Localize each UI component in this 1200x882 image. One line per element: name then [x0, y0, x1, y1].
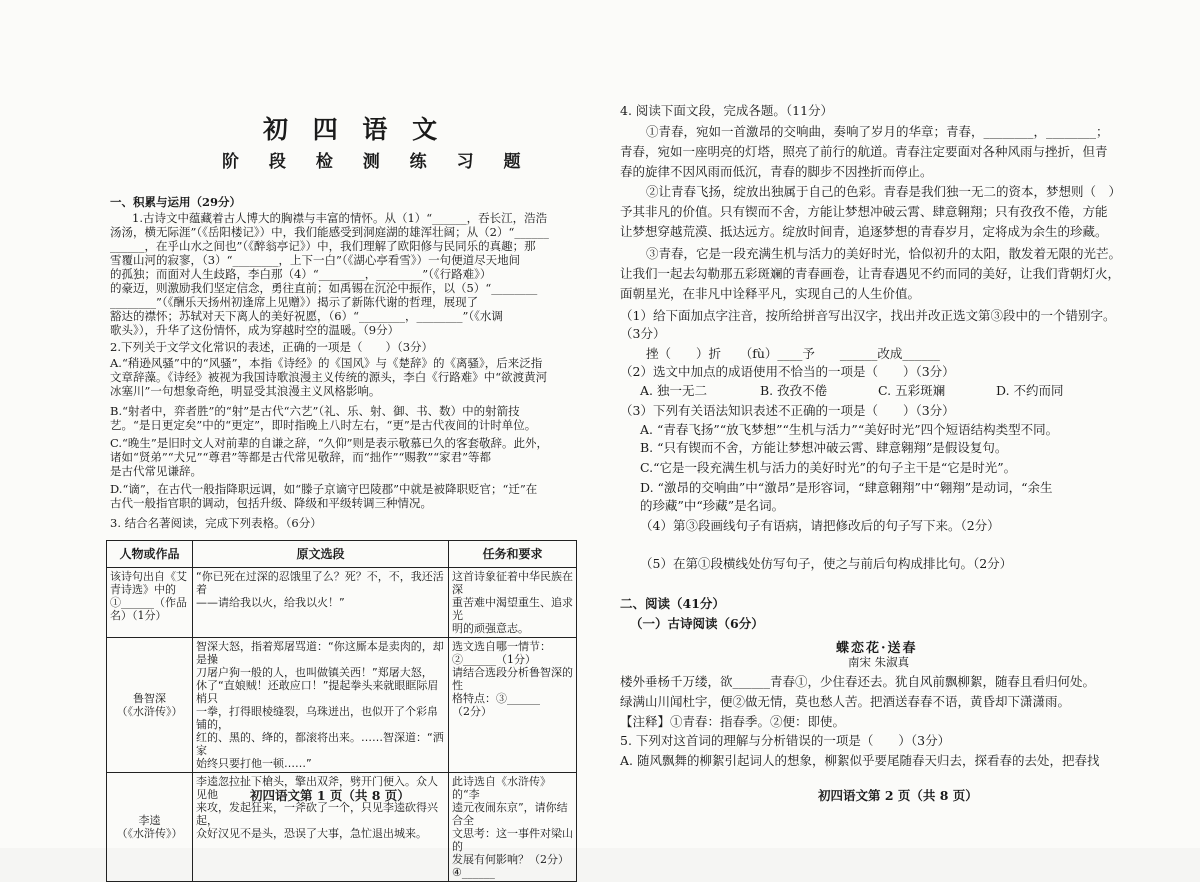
cell-line: 李逵	[138, 814, 161, 827]
passage-line: 予其非凡的价值。只有锲而不舍，方能让梦想冲破云霄、肆意翱翔；只有孜孜不倦，方能	[620, 204, 1108, 219]
sub-question-1: （1）给下面加点字注音，按所给拼音写出汉字，找出并改正选文第③段中的一个错别字。	[620, 308, 1116, 323]
cell-line: 红的、黑的、绛的，都滚将出来。……智深道：“洒家	[196, 731, 444, 757]
passage-line: 让我们一起去勾勒那五彩斑斓的青春画卷，让青春遇见不约而同的美好，让我们背朝灯火，	[620, 266, 1121, 281]
q2-option-line: 艺。“是日更定矣”中的“更定”，即时指晚上八时左右，“更”是古代夜间的计时单位。	[110, 418, 537, 432]
poem-title: 蝶恋花·送春	[836, 641, 918, 656]
cell-line: （2分）	[452, 705, 492, 718]
exam-page-1	[0, 0, 600, 879]
answer-blank[interactable]: ④______	[452, 866, 495, 879]
cell-line: 名）（1分）	[110, 609, 167, 622]
answer-blank[interactable]: 格特点：③______	[452, 692, 540, 705]
option-a[interactable]: A. 独一无二	[640, 383, 707, 398]
option-b[interactable]: B. “只有锲而不舍，方能让梦想冲破云霄、肆意翱翔”是假设复句。	[640, 440, 1008, 455]
cell-line: 众好汉见不是头，恐误了大事，急忙退出城来。	[196, 827, 427, 840]
cell-line: 文思考：这一事件对梁山的	[452, 827, 573, 853]
table-header-row	[107, 541, 577, 568]
cell-line: 李逵忽拉扯下槍头，擎出双斧，劈开门便入。众人见他	[196, 775, 438, 801]
passage-line: 春的旋律不因风雨而低沉，青春的脚步不因挫折而停止。	[620, 164, 933, 179]
q1-line: ________”（《酬乐天扬州初逢席上见赠》）揭示了新陈代谢的哲理，展现了	[110, 295, 479, 309]
section-2a-heading: （一）古诗阅读（6分）	[630, 616, 764, 631]
option-d[interactable]: D. “激昂的交响曲”中“激昂”是形容词，“肆意翱翔”中“翱翔”是动词，“余生	[640, 480, 1053, 495]
q1-line: 歌头》），升华了这份情怀，成为穿越时空的温暖。（9分）	[110, 323, 400, 337]
q2-option-line: D.“谪”，在古代一般指降职远调，如“滕子京谪守巴陵郡”中就是被降职贬官；“迁”在	[110, 482, 538, 496]
q1-line: 汤汤，横无际涯”（《岳阳楼记》）中，我们能感受到洞庭湖的雄浑壮阔；从（2）“______	[110, 225, 549, 239]
cell-line: 这首诗象征着中华民族在深	[452, 570, 573, 596]
sub-question-3: （3）下列有关语法知识表述不正确的一项是（ ）（3分）	[620, 403, 955, 418]
q1-line: 雪覆山河的寂寥，（3）“________，上下一白”（《湖心亭看雪》）一句便道尽天地间	[110, 253, 521, 267]
cell-line: 选文选自哪一情节：	[452, 640, 551, 653]
table-cell	[449, 773, 577, 882]
cell-line: ——请给我以火，给我以火！”	[196, 596, 345, 609]
option-c[interactable]: C.“它是一段充满生机与活力的美好时光”的句子主干是“它是时光”。	[640, 460, 1017, 475]
option-b[interactable]: B. 孜孜不倦	[760, 383, 828, 398]
q1-line: 1.古诗文中蕴藏着古人博大的胸襟与丰富的情怀。从（1）“______，吞长江，浩浩	[132, 211, 548, 225]
option-a[interactable]: A. “青春飞扬”“放飞梦想”“生机与活力”“美好时光”四个短语结构类型不同。	[640, 422, 1059, 437]
cell-line: 刀屠户狗一般的人，也叫做镇关西！”郑屠大怒，	[196, 666, 433, 679]
passage-line: ②让青春飞扬，绽放出独属于自己的色彩。青春是我们独一无二的资本，梦想则（ ）	[646, 184, 1122, 199]
reading-table	[106, 540, 577, 882]
table-cell	[107, 568, 193, 638]
cell-line: 请结合选段分析鲁智深的性	[452, 666, 573, 692]
cell-line: 青诗选》中的	[110, 583, 176, 596]
cell-line: 智深大怒，指着郑屠骂道：“你这厮本是卖肉的，却是操	[196, 640, 444, 666]
page-footer: 初四语文第 2 页（共 8 页）	[818, 788, 978, 803]
poem-notes: 【注释】①青春：指春季。②便：即使。	[620, 714, 846, 729]
q2-option-line: 文章辞藻。《诗经》被视为我国诗歌浪漫主义传统的源头，李白《行路难》中“欲渡黄河	[110, 370, 548, 384]
option-c[interactable]: C. 五彩斑斓	[878, 383, 946, 398]
table-row	[107, 638, 577, 773]
q1-line: 豁达的襟怀；苏轼对天下离人的美好祝愿，（6）“________，________”（《水调	[110, 309, 503, 323]
table-cell	[449, 638, 577, 773]
column-header: 人物或作品	[107, 541, 193, 568]
cell-line: 来攻，发起狂来，一斧砍了一个，只见李逵砍得兴起，	[196, 801, 438, 827]
cell-line: 重苦难中渴望重生、追求光	[452, 596, 573, 622]
passage-line: 让梦想穿越荒漠、抵达远方。绽放时间青，追逐梦想的青春岁月，定将成为余生的珍藏。	[620, 224, 1108, 239]
sub-question-4: （4）第③段画线句子有语病，请把修改后的句子写下来。（2分）	[640, 518, 1000, 533]
poem-line: 绿满山川闻杜宇，便②做无情，莫也愁人苦。把酒送春春不语，黄昏却下潇潇雨。	[620, 694, 1071, 709]
question-4-stem: 4. 阅读下面文段，完成各题。（11分）	[620, 103, 834, 118]
cell-line: 逵元夜闹东京”，请你结合全	[452, 801, 568, 827]
cell-line: 一拳，打得眼棱缝裂，乌珠迸出，也似开了个彩帛铺的，	[196, 705, 438, 731]
passage-line: ①青春，宛如一首激昂的交响曲，奏响了岁月的华章；青春，________，________；	[646, 124, 1109, 139]
sub-question-5: （5）在第①段横线处仿写句子，使之与前后句构成排比句。（2分）	[640, 556, 1013, 571]
q2-option-line: 冰塞川”一句想象奇绝，明显受其浪漫主义风格影响。	[110, 384, 381, 398]
page-footer: 初四语文第 1 页（共 8 页）	[250, 788, 410, 803]
sub-question-1-blanks[interactable]: 挫（ ）折 （fù）____予 ______改成______	[646, 346, 940, 361]
answer-blank[interactable]: ②______（1分）	[452, 653, 536, 666]
exam-subtitle: 阶 段 检 测 练 习 题	[222, 152, 533, 172]
q1-line: 的豪迈，则激励我们坚定信念，勇往直前；如禹锡在沉沦中振作，以（5）“________	[110, 281, 538, 295]
cell-line: 该诗句出自《艾	[110, 570, 187, 583]
option-d[interactable]: D. 不约而同	[996, 383, 1064, 398]
passage-line: ③青春，它是一段充满生机与活力的美好时光，恰似初升的太阳，散发着无限的光芒。	[646, 246, 1122, 261]
section-2-heading: 二、阅读（41分）	[620, 596, 725, 611]
cell-line: 始终只要打他一顿……”	[196, 757, 312, 770]
table-cell	[449, 568, 577, 638]
cell-line: “你已死在过深的忍饿里了么？死？不，不，我还活着	[196, 570, 444, 596]
cell-line: 发展有何影响？（2分）	[452, 853, 569, 866]
q2-option-line: C.“晚生”是旧时文人对前辈的自谦之辞，“久仰”则是表示敬慕已久的客套敬辞。此外，	[110, 436, 549, 450]
table-cell	[193, 568, 449, 638]
q1-line: 的孤独；而面对人生歧路，李白那（4）“________，________”（《行路难》）	[110, 267, 492, 281]
question-3-stem: 3. 结合名著阅读，完成下列表格。（6分）	[110, 516, 322, 530]
sub-question-2: （2）选文中加点的成语使用不恰当的一项是（ ）（3分）	[620, 364, 955, 379]
cell-line: 明的顽强意志。	[452, 622, 529, 635]
exam-title: 初 四 语 文	[263, 115, 446, 144]
poem-line: 楼外垂杨千万缕，欲______青春①，少住春还去。犹自风前飘柳絮，随春且看归何处。	[620, 674, 1096, 689]
table-cell	[107, 638, 193, 773]
question-5-stem: 5. 下列对这首词的理解与分析错误的一项是（ ）（3分）	[620, 733, 951, 748]
table-row	[107, 568, 577, 638]
passage-line: 青春，宛如一座明亮的灯塔，照亮了前行的航道。青春注定要面对各种风雨与挫折，但青	[620, 144, 1108, 159]
cell-line: （《水浒传》）	[116, 705, 183, 718]
q1-line: ______，在乎山水之间也”（《醉翁亭记》）中，我们理解了欧阳修与民同乐的真趣；那	[110, 239, 536, 253]
q2-stem: 2.下列关于文学文化常识的表述，正确的一项是（ ）（3分）	[110, 340, 434, 354]
cell-line: 休了“直娘贼！还敢应口！”提起拳头来就眼眶际眉梢只	[196, 679, 439, 705]
q2-option-line: 古代一般指官职的调动，包括升级、降级和平级转调三种情况。	[110, 496, 432, 510]
option-a[interactable]: A. 随风飘舞的柳絮引起词人的想象，柳絮似乎要尾随春天归去，探看春的去处，把春找	[620, 753, 1100, 768]
table-cell	[107, 773, 193, 882]
exam-page-2	[600, 0, 1200, 848]
column-header: 任务和要求	[449, 541, 577, 568]
q2-option-line: B.“射者中，弈者胜”的“射”是古代“六艺”（礼、乐、射、御、书、数）中的射箭技	[110, 404, 520, 418]
poem-author: 南宋 朱淑真	[848, 655, 910, 669]
sub-question-1-score: （3分）	[620, 326, 666, 341]
column-header: 原文选段	[193, 541, 449, 568]
q2-option-line: A.“稍逊风骚”中的“风骚”，本指《诗经》的《国风》与《楚辞》的《离骚》，后来泛指	[110, 356, 543, 370]
section-1-heading: 一、积累与运用（29分）	[110, 195, 242, 209]
q2-option-line: 是古代常见谦辞。	[110, 464, 202, 478]
cell-line: （《水浒传》）	[116, 827, 183, 840]
cell-line: 鲁智深	[133, 692, 166, 705]
answer-blank[interactable]: ①______（作品	[110, 596, 187, 609]
table-cell	[193, 638, 449, 773]
q2-option-line: 诸如“贤弟”“犬兄”“尊君”等都是古代常见敬辞，而“拙作”“赐教”“家君”等都	[110, 450, 492, 464]
passage-line: 面朝星光，在非凡中诠释平凡，实现自己的人生价值。	[620, 286, 921, 301]
cell-line: 此诗选自《水浒传》的“李	[452, 775, 551, 801]
option-d-continued: 的珍藏”中“珍藏”是名词。	[640, 498, 785, 513]
